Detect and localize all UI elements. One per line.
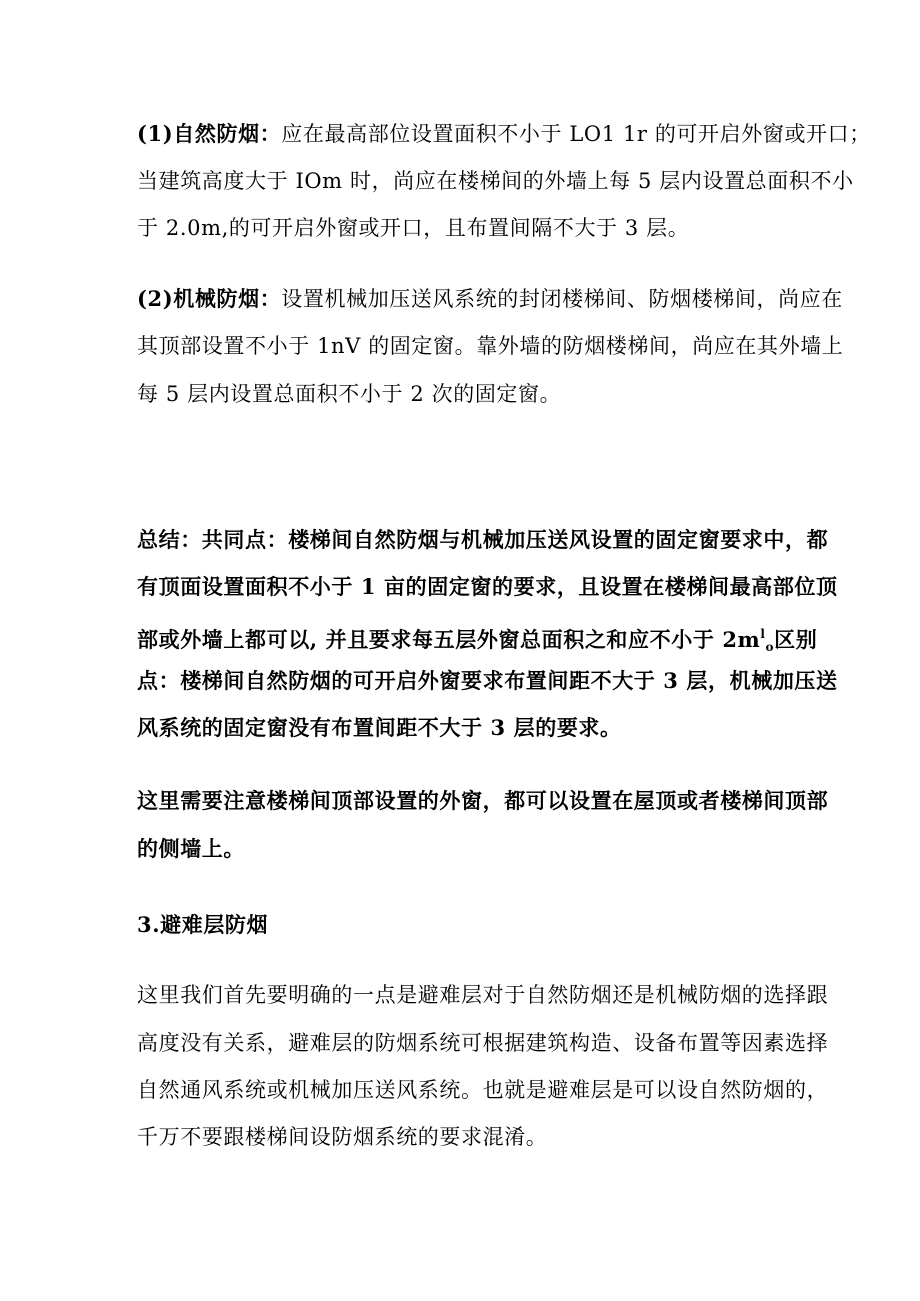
summary-line-5: 风系统的固定窗没有布置间距不大于 3 层的要求。 bbox=[137, 715, 622, 740]
p2-line-1 bbox=[137, 285, 843, 313]
section-3-line-4: 千万不要跟楼梯间设防烟系统的要求混淆。 bbox=[137, 1125, 548, 1149]
section-3-line-2: 高度没有关系，避难层的防烟系统可根据建筑构造、设备布置等因素选择 bbox=[137, 1031, 829, 1055]
section-3-heading: 3.避难层防烟 bbox=[137, 912, 269, 937]
summary-subscript: o bbox=[765, 640, 775, 654]
p1-line-3: 于 2.0m,的可开启外窗或开口，且布置间隔不大于 3 层。 bbox=[137, 216, 690, 240]
summary-line-1: 总结：共同点：楼梯间自然防烟与机械加压送风设置的固定窗要求中，都 bbox=[137, 527, 829, 552]
summary-line-3-end: 区别 bbox=[774, 627, 818, 652]
note-line-2: 的侧墙上。 bbox=[137, 836, 245, 861]
p1-label: (1)自然防烟： bbox=[137, 121, 282, 146]
p2-line-2: 其顶部设置不小于 1nV 的固定窗。靠外墙的防烟楼梯间，尚应在其外墙上 bbox=[137, 334, 844, 358]
p1-line-2: 当建筑高度大于 IOm 时，尚应在楼梯间的外墙上每 5 层内设置总面积不小 bbox=[137, 169, 854, 193]
summary-superscript: l bbox=[760, 627, 766, 641]
p2-line-1-text: 设置机械加压送风系统的封闭楼梯间、防烟楼梯间，尚应在 bbox=[281, 287, 843, 311]
summary-line-2: 有顶面设置面积不小于 1 亩的固定窗的要求，且设置在楼梯间最高部位顶 bbox=[137, 574, 838, 599]
summary-line-3 bbox=[137, 620, 817, 661]
p1-line-1 bbox=[137, 120, 871, 148]
p1-line-1-text: 应在最高部位设置面积不小于 LO1 1r 的可开启外窗或开口； bbox=[281, 122, 871, 146]
summary-line-4: 点：楼梯间自然防烟的可开启外窗要求布置间距不大于 3 层，机械加压送 bbox=[137, 668, 838, 693]
note-line-1: 这里需要注意楼梯间顶部设置的外窗，都可以设置在屋顶或者楼梯间顶部 bbox=[137, 788, 829, 813]
summary-line-3-text: 部或外墙上都可以, 并且要求每五层外窗总面积之和应不小于 2m bbox=[137, 627, 761, 652]
p2-label: (2)机械防烟： bbox=[137, 286, 282, 311]
p2-line-3: 每 5 层内设置总面积不小于 2 次的固定窗。 bbox=[137, 382, 562, 406]
section-3-line-1: 这里我们首先要明确的一点是避难层对于自然防烟还是机械防烟的选择跟 bbox=[137, 983, 829, 1007]
section-3-line-3: 自然通风系统或机械加压送风系统。也就是避难层是可以设自然防烟的， bbox=[137, 1078, 829, 1102]
